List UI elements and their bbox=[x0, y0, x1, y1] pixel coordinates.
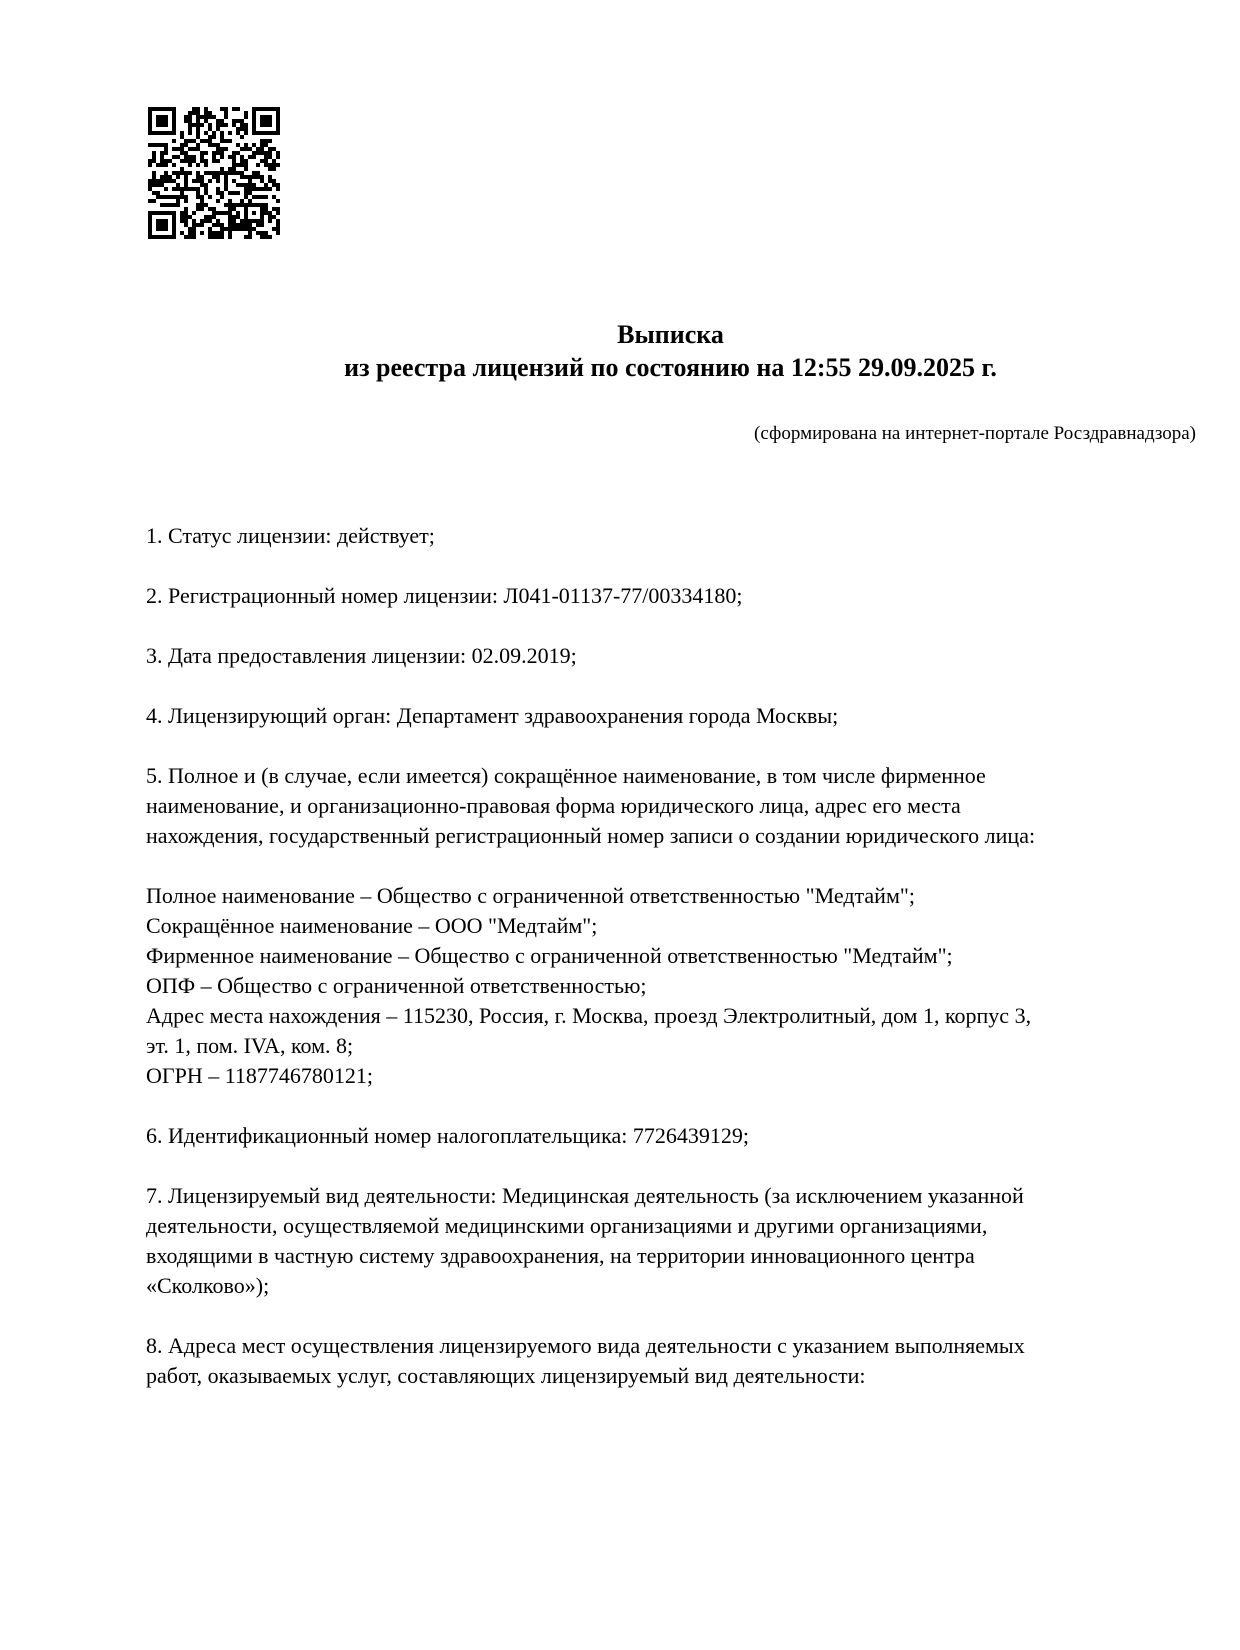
paragraph-line: эт. 1, пом. IVA, ком. 8; bbox=[146, 1033, 354, 1058]
paragraph-line: ОПФ – Общество с ограниченной ответственностью; bbox=[146, 973, 647, 998]
paragraph-addresses-intro bbox=[146, 1331, 1197, 1391]
qr-code bbox=[148, 107, 280, 239]
paragraph-license-status bbox=[146, 521, 1197, 551]
paragraph-line: 5. Полное и (в случае, если имеется) сокращённое наименование, в том числе фирменное bbox=[146, 763, 986, 788]
paragraph-inn bbox=[146, 1121, 1197, 1151]
paragraph-line: 7. Лицензируемый вид деятельности: Медицинская деятельность (за исключением указанной bbox=[146, 1183, 1024, 1208]
paragraph-line: Полное наименование – Общество с ограниченной ответственностью "Медтайм"; bbox=[146, 883, 915, 908]
document-body bbox=[146, 521, 1197, 1421]
paragraph-licensing-authority bbox=[146, 701, 1197, 731]
paragraph-line: 4. Лицензирующий орган: Департамент здравоохранения города Москвы; bbox=[146, 703, 839, 728]
paragraph-line: ОГРН – 1187746780121; bbox=[146, 1063, 374, 1088]
document-subtitle: (сформирована на интернет-портале Росздравнадзора) bbox=[754, 423, 1196, 444]
paragraph-line: 8. Адреса мест осуществления лицензируемого вида деятельности с указанием выполняемых bbox=[146, 1333, 1025, 1358]
document-title bbox=[145, 318, 1196, 384]
title-line-1: Выписка bbox=[617, 320, 724, 349]
title-line-2: из реестра лицензий по состоянию на 12:55 29.09.2025 г. bbox=[344, 353, 997, 382]
paragraph-license-date bbox=[146, 641, 1197, 671]
paragraph-line: «Сколково»); bbox=[146, 1273, 270, 1298]
paragraph-entity-details bbox=[146, 881, 1197, 1091]
paragraph-line: наименование, и организационно-правовая форма юридического лица, адрес его места bbox=[146, 793, 961, 818]
paragraph-line: Сокращённое наименование – ООО "Медтайм"; bbox=[146, 913, 598, 938]
paragraph-line: входящими в частную систему здравоохранения, на территории инновационного центра bbox=[146, 1243, 975, 1268]
paragraph-line: 1. Статус лицензии: действует; bbox=[146, 523, 435, 548]
paragraph-entity-intro bbox=[146, 761, 1197, 851]
paragraph-line: деятельности, осуществляемой медицинскими организациями и другими организациями, bbox=[146, 1213, 988, 1238]
paragraph-line: Адрес места нахождения – 115230, Россия, г. Москва, проезд Электролитный, дом 1, корпус 3, bbox=[146, 1003, 1032, 1028]
paragraph-line: Фирменное наименование – Общество с ограниченной ответственностью "Медтайм"; bbox=[146, 943, 953, 968]
paragraph-line: нахождения, государственный регистрационный номер записи о создании юридического лица: bbox=[146, 823, 1036, 848]
paragraph-line: 2. Регистрационный номер лицензии: Л041-01137-77/00334180; bbox=[146, 583, 743, 608]
paragraph-line: работ, оказываемых услуг, составляющих лицензируемый вид деятельности: bbox=[146, 1363, 866, 1388]
paragraph-activity-type bbox=[146, 1181, 1197, 1301]
paragraph-line: 6. Идентификационный номер налогоплательщика: 7726439129; bbox=[146, 1123, 749, 1148]
paragraph-line: 3. Дата предоставления лицензии: 02.09.2019; bbox=[146, 643, 577, 668]
paragraph-registration-number bbox=[146, 581, 1197, 611]
